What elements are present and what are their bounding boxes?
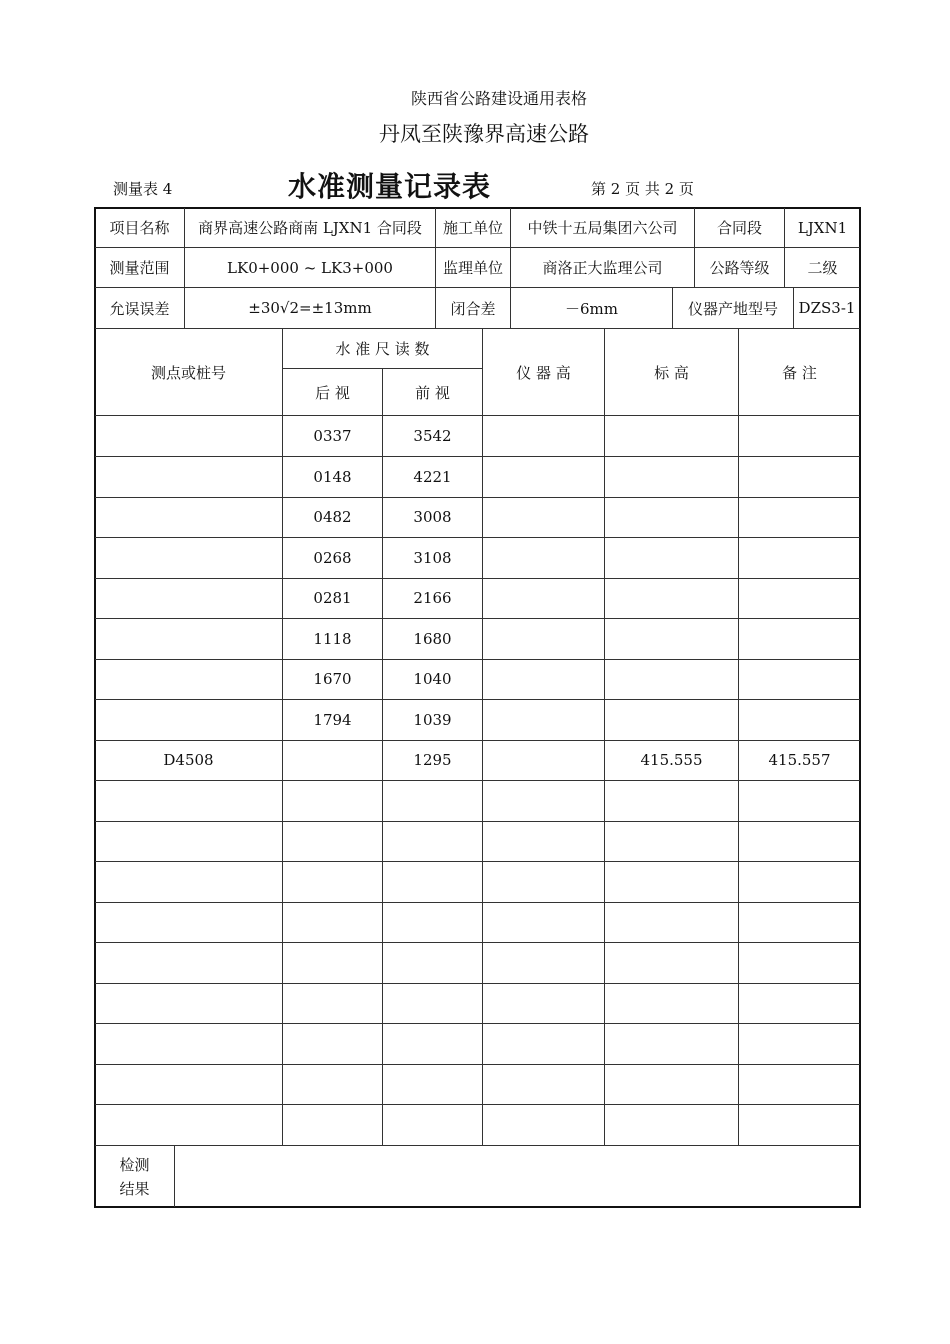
cell-elevation[interactable] [605, 497, 738, 537]
cell-instrument-height[interactable] [483, 821, 604, 861]
cell-foresight[interactable]: 1295 [413, 751, 452, 769]
cell-backsight[interactable]: 0268 [313, 549, 352, 567]
cell-point[interactable]: D4508 [163, 751, 214, 769]
cell-instrument-height[interactable] [483, 1105, 604, 1145]
cell-backsight[interactable] [283, 1105, 382, 1145]
cell-remark[interactable] [739, 1024, 860, 1064]
col-foresight-header: 前 视 [415, 383, 450, 402]
cell-point[interactable] [95, 781, 282, 821]
cell-instrument-height[interactable] [483, 497, 604, 537]
cell-backsight[interactable]: 0337 [313, 427, 352, 445]
page-info: 第 2 页 共 2 页 [591, 180, 694, 198]
grade-value: 二级 [807, 259, 838, 277]
cell-foresight[interactable] [383, 983, 482, 1023]
cell-foresight[interactable] [383, 781, 482, 821]
cell-elevation[interactable] [605, 1064, 738, 1104]
cell-elevation[interactable] [605, 659, 738, 699]
cell-point[interactable] [95, 538, 282, 578]
result-label-line1: 检测 [119, 1155, 150, 1174]
cell-instrument-height[interactable] [483, 619, 604, 659]
contractor-label: 施工单位 [442, 219, 503, 237]
cell-backsight[interactable] [283, 902, 382, 942]
cell-point[interactable] [95, 457, 282, 497]
project-name-label: 项目名称 [109, 219, 170, 237]
result-label-line2: 结果 [119, 1179, 150, 1198]
cell-backsight[interactable] [283, 943, 382, 983]
col-point-header: 测点或桩号 [150, 363, 226, 382]
col-reading-header: 水 准 尺 读 数 [335, 340, 430, 358]
cell-instrument-height[interactable] [483, 457, 604, 497]
cell-remark[interactable] [739, 902, 860, 942]
cell-remark[interactable] [739, 983, 860, 1023]
col-remark-header: 备 注 [782, 363, 817, 382]
cell-elevation[interactable] [605, 700, 738, 740]
instrument-label: 仪器产地型号 [687, 299, 778, 318]
cell-remark[interactable] [739, 619, 860, 659]
range-label: 测量范围 [109, 259, 170, 277]
cell-instrument-height[interactable] [483, 538, 604, 578]
tolerance-label: 允误误差 [109, 299, 170, 318]
cell-instrument-height[interactable] [483, 578, 604, 618]
section-label: 合同段 [716, 219, 762, 237]
cell-backsight[interactable]: 0281 [313, 589, 352, 607]
project-name-value: 商界高速公路商南 LJXN1 合同段 [198, 219, 422, 237]
cell-remark[interactable] [739, 821, 860, 861]
cell-remark[interactable]: 415.557 [768, 751, 831, 769]
cell-remark[interactable] [739, 578, 860, 618]
cell-elevation[interactable] [605, 983, 738, 1023]
cell-elevation[interactable] [605, 538, 738, 578]
cell-instrument-height[interactable] [483, 781, 604, 821]
cell-point[interactable] [95, 943, 282, 983]
col-backsight-header: 后 视 [315, 383, 350, 402]
cell-elevation[interactable] [605, 578, 738, 618]
cell-elevation[interactable] [605, 781, 738, 821]
cell-backsight[interactable]: 0482 [313, 508, 352, 526]
cell-point[interactable] [95, 1064, 282, 1104]
closure-value: －6mm [565, 299, 618, 318]
section-value: LJXN1 [797, 218, 848, 237]
cell-foresight[interactable] [383, 862, 482, 902]
cell-foresight[interactable] [383, 943, 482, 983]
cell-backsight[interactable] [283, 1064, 382, 1104]
cell-point[interactable] [95, 821, 282, 861]
cell-instrument-height[interactable] [483, 416, 604, 456]
grade-label: 公路等级 [709, 259, 770, 277]
cell-remark[interactable] [739, 416, 860, 456]
cell-foresight[interactable]: 1039 [413, 711, 452, 729]
cell-instrument-height[interactable] [483, 700, 604, 740]
cell-backsight[interactable]: 0148 [313, 468, 352, 486]
cell-remark[interactable] [739, 700, 860, 740]
cell-instrument-height[interactable] [483, 1064, 604, 1104]
cell-instrument-height[interactable] [483, 1024, 604, 1064]
cell-instrument-height[interactable] [483, 983, 604, 1023]
cell-remark[interactable] [739, 538, 860, 578]
cell-backsight[interactable]: 1118 [313, 630, 352, 648]
col-instrument-height-header: 仪 器 高 [516, 363, 571, 382]
cell-foresight[interactable]: 3108 [413, 549, 452, 567]
cell-instrument-height[interactable] [483, 862, 604, 902]
cell-backsight[interactable] [283, 1024, 382, 1064]
cell-remark[interactable] [739, 457, 860, 497]
supervisor-value: 商洛正大监理公司 [542, 259, 663, 277]
project-road-header: 丹凤至陕豫界高速公路 [379, 122, 589, 146]
result-value[interactable] [175, 1146, 860, 1207]
cell-backsight[interactable] [283, 862, 382, 902]
cell-foresight[interactable] [383, 1105, 482, 1145]
cell-remark[interactable] [739, 943, 860, 983]
cell-backsight[interactable] [283, 740, 382, 780]
cell-point[interactable] [95, 983, 282, 1023]
cell-backsight[interactable]: 1670 [313, 670, 352, 688]
cell-elevation[interactable] [605, 416, 738, 456]
cell-remark[interactable] [739, 1105, 860, 1145]
cell-foresight[interactable]: 2166 [413, 589, 452, 607]
cell-instrument-height[interactable] [483, 659, 604, 699]
cell-elevation[interactable] [605, 943, 738, 983]
result-label [95, 1146, 174, 1207]
page-title: 水准测量记录表 [288, 170, 492, 203]
cell-remark[interactable] [739, 1064, 860, 1104]
form-number: 测量表 4 [113, 180, 173, 198]
closure-label: 闭合差 [450, 299, 496, 318]
cell-point[interactable] [95, 902, 282, 942]
cell-backsight[interactable] [283, 821, 382, 861]
cell-backsight[interactable]: 1794 [313, 711, 352, 729]
cell-point[interactable] [95, 497, 282, 537]
cell-elevation[interactable] [605, 902, 738, 942]
cell-remark[interactable] [739, 659, 860, 699]
cell-foresight[interactable]: 3542 [413, 427, 452, 445]
cell-remark[interactable] [739, 862, 860, 902]
cell-point[interactable] [95, 619, 282, 659]
cell-point[interactable] [95, 659, 282, 699]
cell-foresight[interactable] [383, 1064, 482, 1104]
tolerance-value: ±30√2=±13mm [248, 299, 372, 317]
form-org-header: 陕西省公路建设通用表格 [410, 89, 587, 108]
cell-point[interactable] [95, 862, 282, 902]
cell-elevation[interactable] [605, 1105, 738, 1145]
cell-foresight[interactable]: 3008 [413, 508, 452, 526]
cell-elevation[interactable]: 415.555 [640, 751, 703, 769]
cell-point[interactable] [95, 1105, 282, 1145]
cell-point[interactable] [95, 416, 282, 456]
cell-foresight[interactable]: 1040 [413, 670, 452, 688]
cell-point[interactable] [95, 1024, 282, 1064]
cell-point[interactable] [95, 700, 282, 740]
cell-instrument-height[interactable] [483, 740, 604, 780]
contractor-value: 中铁十五局集团六公司 [527, 219, 678, 237]
range-value: LK0+000 ~ LK3+000 [227, 258, 393, 277]
cell-foresight[interactable] [383, 821, 482, 861]
cell-point[interactable] [95, 578, 282, 618]
cell-instrument-height[interactable] [483, 902, 604, 942]
cell-foresight[interactable]: 4221 [413, 468, 452, 486]
cell-foresight[interactable]: 1680 [413, 630, 452, 648]
cell-elevation[interactable] [605, 619, 738, 659]
cell-backsight[interactable] [283, 781, 382, 821]
col-elevation-header: 标 高 [654, 363, 689, 382]
cell-foresight[interactable] [383, 1024, 482, 1064]
supervisor-label: 监理单位 [442, 259, 503, 277]
instrument-value: DZS3-1 [798, 299, 856, 317]
cell-foresight[interactable] [383, 902, 482, 942]
cell-elevation[interactable] [605, 821, 738, 861]
cell-remark[interactable] [739, 781, 860, 821]
cell-elevation[interactable] [605, 457, 738, 497]
cell-instrument-height[interactable] [483, 943, 604, 983]
cell-elevation[interactable] [605, 1024, 738, 1064]
cell-elevation[interactable] [605, 862, 738, 902]
cell-remark[interactable] [739, 497, 860, 537]
cell-backsight[interactable] [283, 983, 382, 1023]
